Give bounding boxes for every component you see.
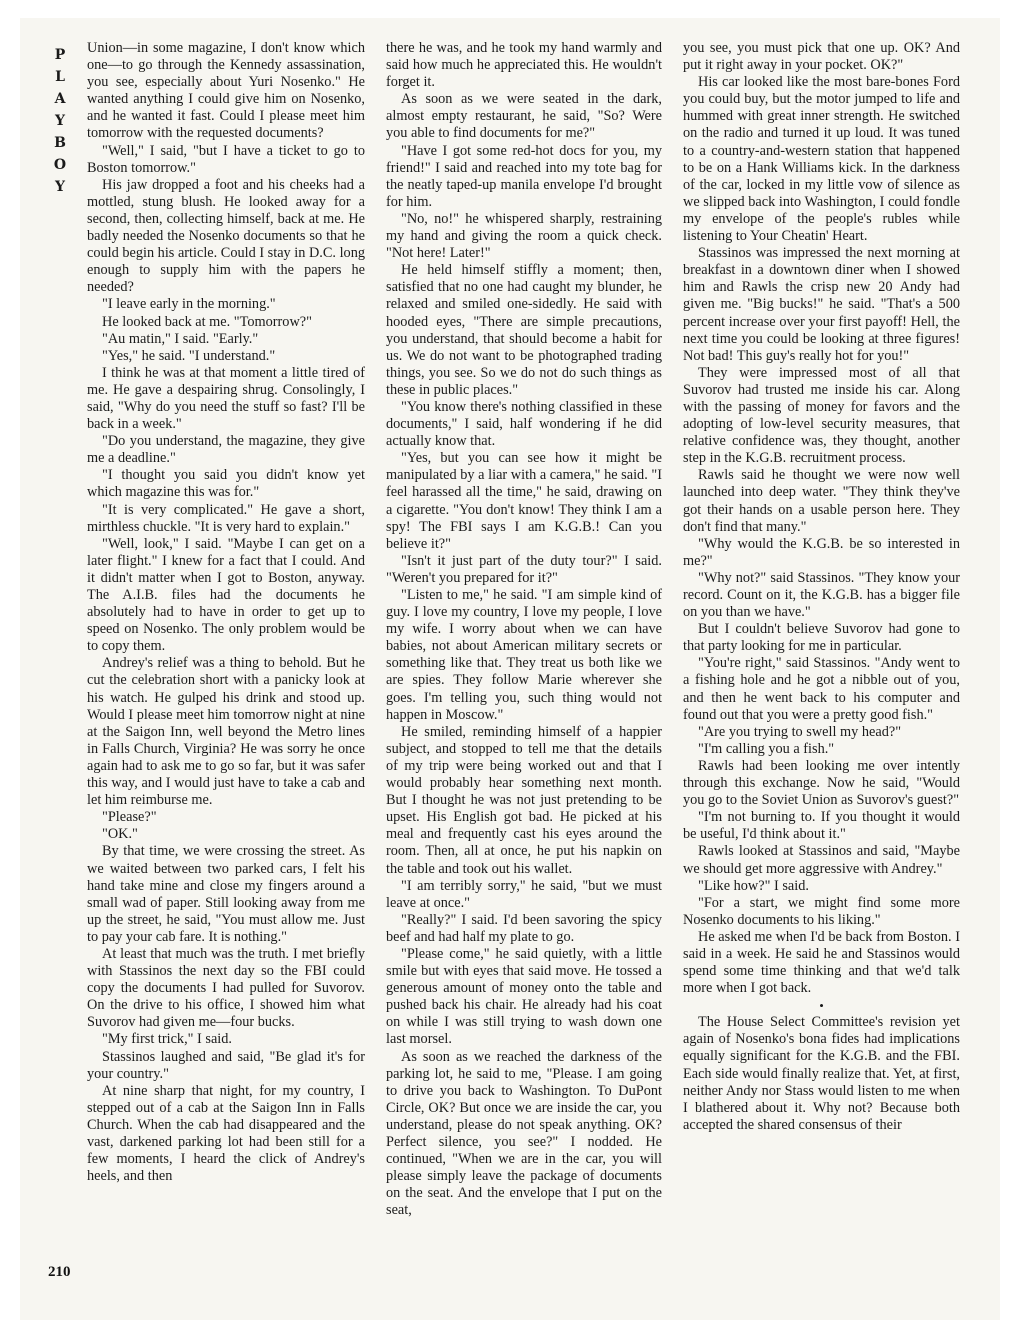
paragraph: Union—in some magazine, I don't know which one—to go through the Kennedy assassination, you see, especially about Yuri Nosenko." He wanted anything I could give him on Nosenko, and he wanted it fast. Could I please meet him tomorrow with the requested documents?: [87, 40, 365, 142]
paragraph: "Really?" I said. I'd been savoring the spicy beef and had half my plate to go.: [386, 911, 662, 945]
running-head: [50, 44, 70, 214]
paragraph: He asked me when I'd be back from Boston. I said in a week. He said he and Stassinos would spend some time thinking and that we'd talk more when I got back.: [683, 928, 960, 997]
paragraph: "I'm not burning to. If you thought it would be useful, I'd think about it.": [683, 809, 960, 843]
paragraph: "Listen to me," he said. "I am simple kind of guy. I love my country, I love my people, I love my wife. I worry about when we can have babies, not about American military secrets or something like that. They treat us both like we are spies. They follow Marie wherever she goes. I'm telling you, such thing would not happen in Moscow.": [386, 587, 662, 723]
paragraph: "No, no!" he whispered sharply, restraining my hand and giving the room a quick check. "Not here! Later!": [386, 210, 662, 262]
paragraph: "Why not?" said Stassinos. "They know your record. Count on it, the K.G.B. has a bigger file on you than we have.": [683, 569, 960, 621]
paragraph: I think he was at that moment a little tired of me. He gave a despairing shrug. Consolingly, I said, "Why do you need the stuff so fast? I'll be back in a week.": [87, 364, 365, 433]
paragraph: "Isn't it just part of the duty tour?" I said. "Weren't you prepared for it?": [386, 552, 662, 586]
paragraph: "My first trick," I said.: [102, 1031, 232, 1048]
paragraph: "I'm calling you a fish.": [698, 740, 835, 757]
magazine-page: [20, 18, 1000, 1320]
paragraph: But I couldn't believe Suvorov had gone to that party looking for me in particular.: [683, 621, 960, 655]
paragraph: "I leave early in the morning.": [102, 296, 276, 313]
paragraph: As soon as we were seated in the dark, almost empty restaurant, he said, "So? Were you able to find documents for me?": [386, 91, 662, 142]
text-column-1: [87, 40, 365, 1185]
text-column-2: [386, 40, 662, 1219]
paragraph: Andrey's relief was a thing to behold. But he cut the celebration short with a panicky look at his watch. He gulped his drink and stood up. Would I please meet him tomorrow night at nine at the Saigon Inn, well beyond the Metro lines in Falls Church, Virginia? He was sorry he once again had to ask me to go so far, but it was safer this way, and I would just have to take a cab and let him reimburse me.: [87, 655, 365, 809]
running-head-letter: O: [53, 157, 67, 173]
paragraph: They were impressed most of all that Suvorov had trusted me inside his car. Along with the passing of money for favors and the adopting of low-level security measures, that relative confidence was, they thought, another step in the K.G.B. recruitment process.: [683, 364, 960, 467]
paragraph: At least that much was the truth. I met briefly with Stassinos the next day so the FBI could copy the documents I had pulled for Suvorov. On the drive to his office, I showed him what Suvorov had given me—four bucks.: [87, 945, 365, 1031]
paragraph: "Please?": [102, 809, 157, 826]
paragraph: "For a start, we might find some more Nosenko documents to his liking.": [683, 894, 960, 928]
paragraph: "Like how?" I said.: [698, 877, 809, 894]
running-head-letter: A: [54, 91, 66, 107]
paragraph: Rawls said he thought we were now well launched into deep water. "They think they've got their hands on a usable person here. They don't find that many.": [683, 467, 960, 535]
paragraph: "Do you understand, the magazine, they give me a deadline.": [87, 433, 365, 467]
paragraph: The House Select Committee's revision yet again of Nosenko's bona fides had implications equally significant for the K.G.B. and the FBI. Each side would finally realize that. Yet, at first, neither Andy nor Stass would listen to me when I blathered about it. Why not? Because both accepted the shared consensus of their: [683, 1014, 960, 1133]
paragraph: He looked back at me. "Tomorrow?": [102, 313, 312, 330]
paragraph: By that time, we were crossing the street. As we waited between two parked cars, I felt his hand take mine and close my fingers around a small wad of paper. Still looking away from me up the street, he said, "You must allow me. Just to pay your cab fare. It is nothing.": [87, 843, 365, 945]
paragraph: "Yes," he said. "I understand.": [102, 347, 276, 364]
paragraph: "Well, look," I said. "Maybe I can get on a later flight." I knew for a fact that I could. And it didn't matter when I got to Boston, anyway. The A.I.B. files had the documents he absolutely had to have in order to get up to speed on Nosenko. The only problem would be to copy them.: [87, 535, 365, 655]
page-number: 210: [48, 1264, 71, 1280]
paragraph: "It is very complicated." He gave a short, mirthless chuckle. "It is very hard to explain.": [87, 501, 365, 535]
paragraph: Stassinos laughed and said, "Be glad it's for your country.": [87, 1048, 365, 1082]
paragraph: there he was, and he took my hand warmly and said how much he appreciated this. He wouldn't forget it.: [386, 40, 662, 91]
paragraph: "Well," I said, "but I have a ticket to go to Boston tomorrow.": [87, 142, 365, 176]
paragraph: "Au matin," I said. "Early.": [102, 330, 259, 347]
paragraph: At nine sharp that night, for my country, I stepped out of a cab at the Saigon Inn in Falls Church. When the cab had disappeared and the vast, darkened parking lot had been still for a few moments, I heard the click of Andrey's heels, and then: [87, 1082, 365, 1185]
paragraph: "Have I got some red-hot docs for you, my friend!" I said and reached into my tote bag for the neatly taped-up manila envelope I'd brought for him.: [386, 142, 662, 210]
paragraph: Stassinos was impressed the next morning at breakfast in a downtown diner when I showed him and Rawls the crisp new 20 Andy had given me. "Big bucks!" he said. "That's a 500 percent increase over your first payoff! Hell, the next time you could be looking at three figures! Not bad! This guy's really hot for you!": [683, 245, 960, 364]
paragraph: He smiled, reminding himself of a happier subject, and stopped to tell me that the details of my trip were being worked out and that I would probably hear something next month. But I thought he was not just pretending to be upset. His English got bad. He picked at his meal and frequently cast his eyes around the room. Then, all at once, he put his napkin on the table and took out his wallet.: [386, 723, 662, 877]
section-break-bullet: •: [819, 998, 824, 1014]
running-head-letter: B: [54, 135, 66, 151]
paragraph: you see, you must pick that one up. OK? And put it right away in your pocket. OK?": [683, 40, 960, 74]
paragraph: "I thought you said you didn't know yet which magazine this was for.": [87, 467, 365, 501]
paragraph: As soon as we reached the darkness of the parking lot, he said to me, "Please. I am going to drive you back to Washington. To DuPont Circle, OK? But once we are inside the car, you understand, please do not speak anything. OK? Perfect silence, you see?" I nodded. He continued, "When we are in the car, you will please simply leave the package of documents on the seat. And the envelope that I put on the seat,: [386, 1048, 662, 1219]
running-head-letter: Y: [55, 179, 65, 195]
paragraph: "Are you trying to swell my head?": [698, 723, 902, 740]
running-head-letter: P: [54, 47, 66, 63]
running-head-letter: Y: [55, 113, 65, 129]
paragraph: His car looked like the most bare-bones Ford you could buy, but the motor jumped to life and hummed with great inner strength. He switched on the radio and turned it up loud. It was tuned to a country-and-western station that happened to be on a Hank Williams kick. In the darkness of the car, locked in my little vow of silence as we slipped back into Washington, I could fondle my envelope of the people's rubles while listening to Your Cheatin' Heart.: [683, 74, 960, 245]
paragraph: "You're right," said Stassinos. "Andy went to a fishing hole and he got a nibble out of you, and then he went back to his computer and found out that you were a pretty good fish.": [683, 655, 960, 723]
paragraph: "OK.": [102, 826, 138, 843]
text-column-3: [683, 40, 960, 1134]
paragraph: Rawls looked at Stassinos and said, "Maybe we should get more aggressive with Andrey.": [683, 843, 960, 877]
paragraph: "Please come," he said quietly, with a little smile but with eyes that said move. He tossed a generous amount of money onto the table and pushed back his chair. He already had his coat on while I was still trying to wash down one last morsel.: [386, 945, 662, 1048]
paragraph: "Yes, but you can see how it might be manipulated by a liar with a camera," he said. "I feel harassed all the time," he said, drawing on a cigarette. "You don't know! They think I am a spy! The FBI says I am K.G.B.! Can you believe it?": [386, 450, 662, 552]
paragraph: His jaw dropped a foot and his cheeks had a mottled, stung blush. He looked away for a second, then, collecting himself, back at me. He badly needed the Nosenko documents so that he could begin his article. Could I stay in D.C. long enough to supply him with the papers he needed?: [87, 176, 365, 296]
paragraph: "I am terribly sorry," he said, "but we must leave at once.": [386, 877, 662, 911]
paragraph: "Why would the K.G.B. be so interested in me?": [683, 535, 960, 569]
paragraph: Rawls had been looking me over intently through this exchange. Now he said, "Would you go to the Soviet Union as Suvorov's guest?": [683, 757, 960, 809]
running-head-letter: L: [55, 69, 65, 85]
paragraph: He held himself stiffly a moment; then, satisfied that no one had caught my blunder, he relaxed and smiled one-sidedly. He said with hooded eyes, "There are simple precautions, you understand, that should become a habit for us. We do not want to be photographed trading things, you see. So we do not do such things as these in public places.": [386, 262, 662, 398]
paragraph: "You know there's nothing classified in these documents," I said, half wondering if he did actually know that.: [386, 398, 662, 450]
